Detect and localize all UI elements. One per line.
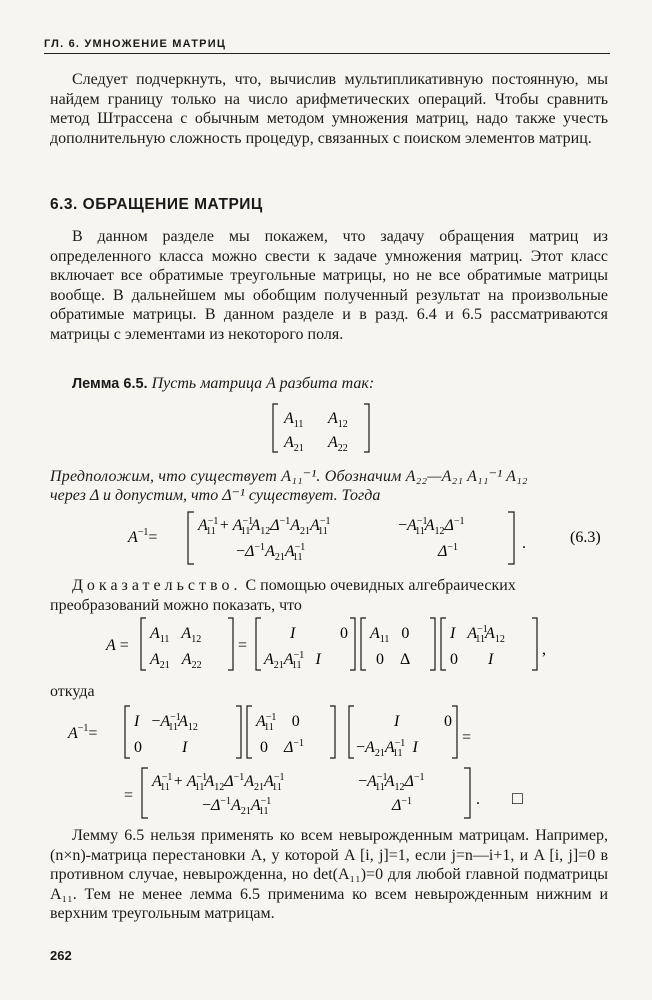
svg-text:−A−111A12Δ−1: $-A^{-1}$ $11A_{12}\Delta^{-1}$: [398, 516, 465, 537]
svg-text:0Δ: 0 Δ: [376, 651, 411, 668]
svg-text:−Δ−1A21A−111: $-\Delta^{-1}A_{21}A^{-1}$ 11: [202, 796, 271, 817]
svg-text:−A21A−111I: $-A_{21}A^{-1}$ 11 I: [356, 738, 418, 759]
inverse-result-equation: [120, 764, 540, 822]
svg-text:A22: $A_{22}$: [328, 434, 348, 454]
svg-text:Δ−1: $\Delta^{-1}$: [438, 542, 459, 560]
svg-text:Δ−1: $\Delta^{-1}$: [392, 796, 413, 814]
svg-text:A21A22: $A_{21}$ $A_{22}$: [150, 651, 202, 671]
equation-6-3: [120, 508, 620, 568]
svg-text:,: ,: [542, 641, 546, 658]
proof-paragraph: [50, 576, 608, 615]
equation-number: (6.3): [570, 529, 601, 546]
qed-symbol: □: [512, 788, 523, 808]
svg-text:=: =: [238, 637, 248, 654]
closing-paragraph: Лемму 6.5 нельзя применять ко всем невырожденным матрицам. Например, (n×n)-матрица перестановки A, у которой A [i, j]=1, если j=n—i+1, и A [i, j]=0 в противном случае, невырожденна, но det(A₁₁)=0 для любой главной подматрицы A₁₁. Тем не менее лемма 6.5 применима ко всем невырожденным нижним и верхним треугольным матрицам.: [50, 827, 608, 922]
svg-text:A12: $A_{12}$: [328, 410, 348, 430]
inverse-product-equation: [64, 702, 504, 762]
lemma-text: Пусть матрица A разбита так:: [151, 375, 375, 392]
svg-text:I: I: [394, 713, 400, 730]
svg-text:A21: $A_{21}$: [284, 434, 304, 454]
page-number: 262: [50, 948, 72, 963]
proof-text: С помощью очевидных алгебраических преобразований можно показать, что: [50, 577, 516, 614]
svg-text:.: .: [522, 535, 526, 552]
svg-text:A−1110: $A^{-1}$ 11 0: [256, 712, 300, 733]
intro-paragraph: Следует подчеркнуть, что, вычислив мультипликативную постоянную, мы найдем границу только на число арифметических операций. Чтобы сравнить метод Штрассена с обычным методом умножения матриц, надо также учесть дополнительную сложность процедур, связанных с поиском элементов матриц.: [50, 71, 608, 147]
proof-label: Доказательство.: [72, 577, 242, 594]
lemma-label: Лемма 6.5.: [72, 376, 148, 392]
svg-text:A−111 + A−111A12Δ−1A21A−111: $A^{-1}$ $11 + A^{-1}$ $11A_{12}\Delta^{-1}A_{21}A^{-1}$ 11: [152, 772, 285, 793]
svg-text:A =: A =: [106, 637, 129, 654]
svg-text:I: I: [290, 625, 296, 642]
svg-text:=: =: [124, 787, 134, 804]
svg-text:0I: 0 I: [450, 651, 494, 668]
svg-text:A−111 + A−111A12Δ−1A21A−111: $A^{-1}$ $11 + A^{-1}$ $11A_{12}\Delta^{-1}A_{21}A^{-1}$ 11: [198, 516, 331, 537]
svg-text:0I: 0 I: [134, 739, 188, 756]
svg-text:.: .: [476, 791, 480, 808]
assumption-line-1: Предположим, что существует A₁₁⁻¹. Обозначим A₂₂—A₂₁ A₁₁⁻¹ A₁₂: [50, 468, 528, 485]
svg-text:A11: $A_{11}$: [284, 410, 304, 430]
svg-text:A110: $A_{11}$ 0: [370, 625, 410, 645]
otkuda-word: откуда: [50, 683, 95, 700]
svg-text:A−1=: $A^{-1}=$: [128, 527, 158, 546]
svg-text:I−A−111A12: $I -A^{-1}$ $11A_{12}$: [134, 712, 198, 733]
assumption-line-2: через Δ и допустим, что Δ⁻¹ существует. Тогда: [50, 487, 381, 504]
svg-text:=: =: [462, 729, 472, 746]
svg-text:A−1=: $A^{-1}=$: [68, 723, 98, 742]
factorization-equation: [100, 612, 560, 674]
svg-text:A21A−111I: $A_{21}A^{-1}$ 11 I: [264, 650, 321, 671]
svg-text:IA−111A12: I $A^{-1}$ $11A_{12}$: [450, 624, 505, 645]
svg-text:0: 0: [340, 625, 348, 642]
lemma-statement: [72, 375, 374, 393]
section-title: 6.3. ОБРАЩЕНИЕ МАТРИЦ: [50, 196, 263, 213]
svg-text:−A−111A12Δ−1: $-A^{-1}$ $11A_{12}\Delta^{-1}$: [358, 772, 425, 793]
section-paragraph: В данном разделе мы покажем, что задачу обращения матриц из определенного класса можно свести к задаче умножения матриц. Этот класс включает все обратимые треугольные матрицы, но не все обратимые матрицы вообще. В дальнейшем мы обобщим полученный результат на произвольные обратимые матрицы. В данном разделе и в разд. 6.4 и 6.5 рассматриваются матрицы с элементами из некоторого поля.: [50, 228, 608, 343]
svg-text:A11A12: $A_{11}$ $A_{12}$: [150, 625, 202, 645]
svg-text:0Δ−1: 0 $\Delta^{-1}$: [260, 738, 305, 756]
svg-text:−Δ−1A21A−111: $-\Delta^{-1}A_{21}A^{-1}$ 11: [236, 542, 305, 563]
svg-text:0: 0: [444, 713, 452, 730]
running-head: ГЛ. 6. УМНОЖЕНИЕ МАТРИЦ: [44, 38, 610, 54]
matrix-a-partition: [270, 400, 380, 456]
